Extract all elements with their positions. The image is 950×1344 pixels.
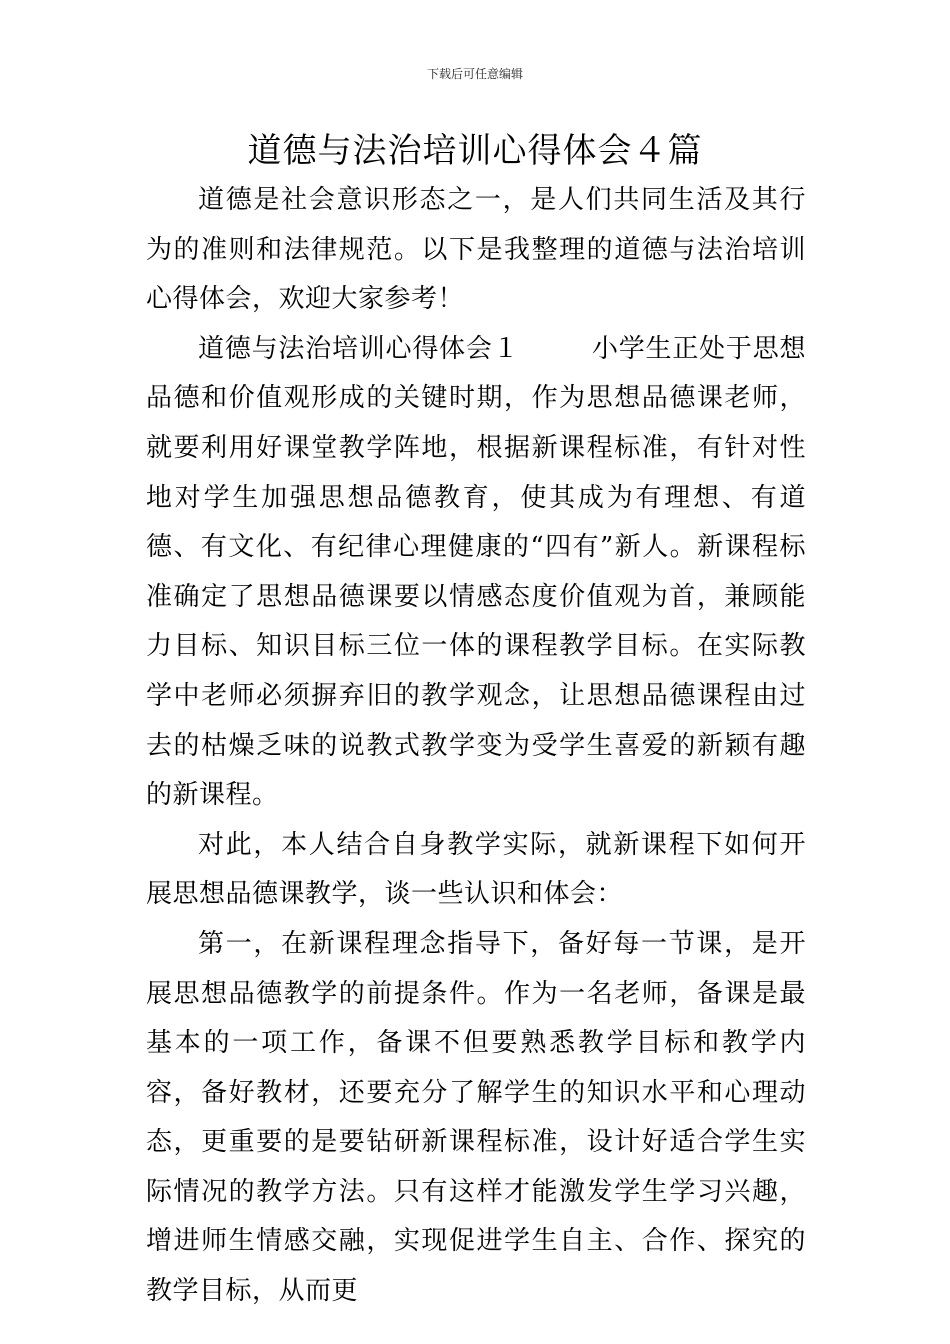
- document-title: 道德与法治培训心得体会４篇: [247, 131, 703, 171]
- point-one-paragraph: 第一，在新课程理念指导下，备好每一节课，是开展思想品德教学的前提条件。作为一名老师，备课是最基本的一项工作，备课不但要熟悉教学目标和教学内容，备好教材，还要充分了解学生的知识水平和心理动态，更重要的是要钻研新课程标准，设计好适合学生实际情况的教学方法。只有这样才能激发学生学习兴趣，增进师生情感交融，实现促进学生自主、合作、探究的教学目标，从而更: [146, 928, 806, 1307]
- document-body: [146, 176, 806, 1317]
- heading-spacer: [520, 334, 592, 364]
- section-heading: 道德与法治培训心得体会１: [198, 333, 520, 364]
- header-note: 下载后可任意编辑: [426, 67, 523, 81]
- section-1-paragraph: [146, 325, 806, 821]
- intro-paragraph: 道德是社会意识形态之一，是人们共同生活及其行为的准则和法律规范。以下是我整理的道德与法治培训心得体会，欢迎大家参考！: [146, 185, 806, 315]
- approach-paragraph: 对此，本人结合自身教学实际，就新课程下如何开展思想品德课教学，谈一些认识和体会：: [146, 829, 806, 910]
- section-1-text: 小学生正处于思想品德和价值观形成的关键时期，作为思想品德课老师，就要利用好课堂教学阵地，根据新课程标准，有针对性地对学生加强思想品德教育，使其成为有理想、有道德、有文化、有纪律心理健康的“四有”新人。新课程标准确定了思想品德课要以情感态度价值观为首，兼顾能力目标、知识目标三位一体的课程教学目标。在实际教学中老师必须摒弃旧的教学观念，让思想品德课程由过去的枯燥乏味的说教式教学变为受学生喜爱的新颖有趣的新课程。: [146, 333, 806, 811]
